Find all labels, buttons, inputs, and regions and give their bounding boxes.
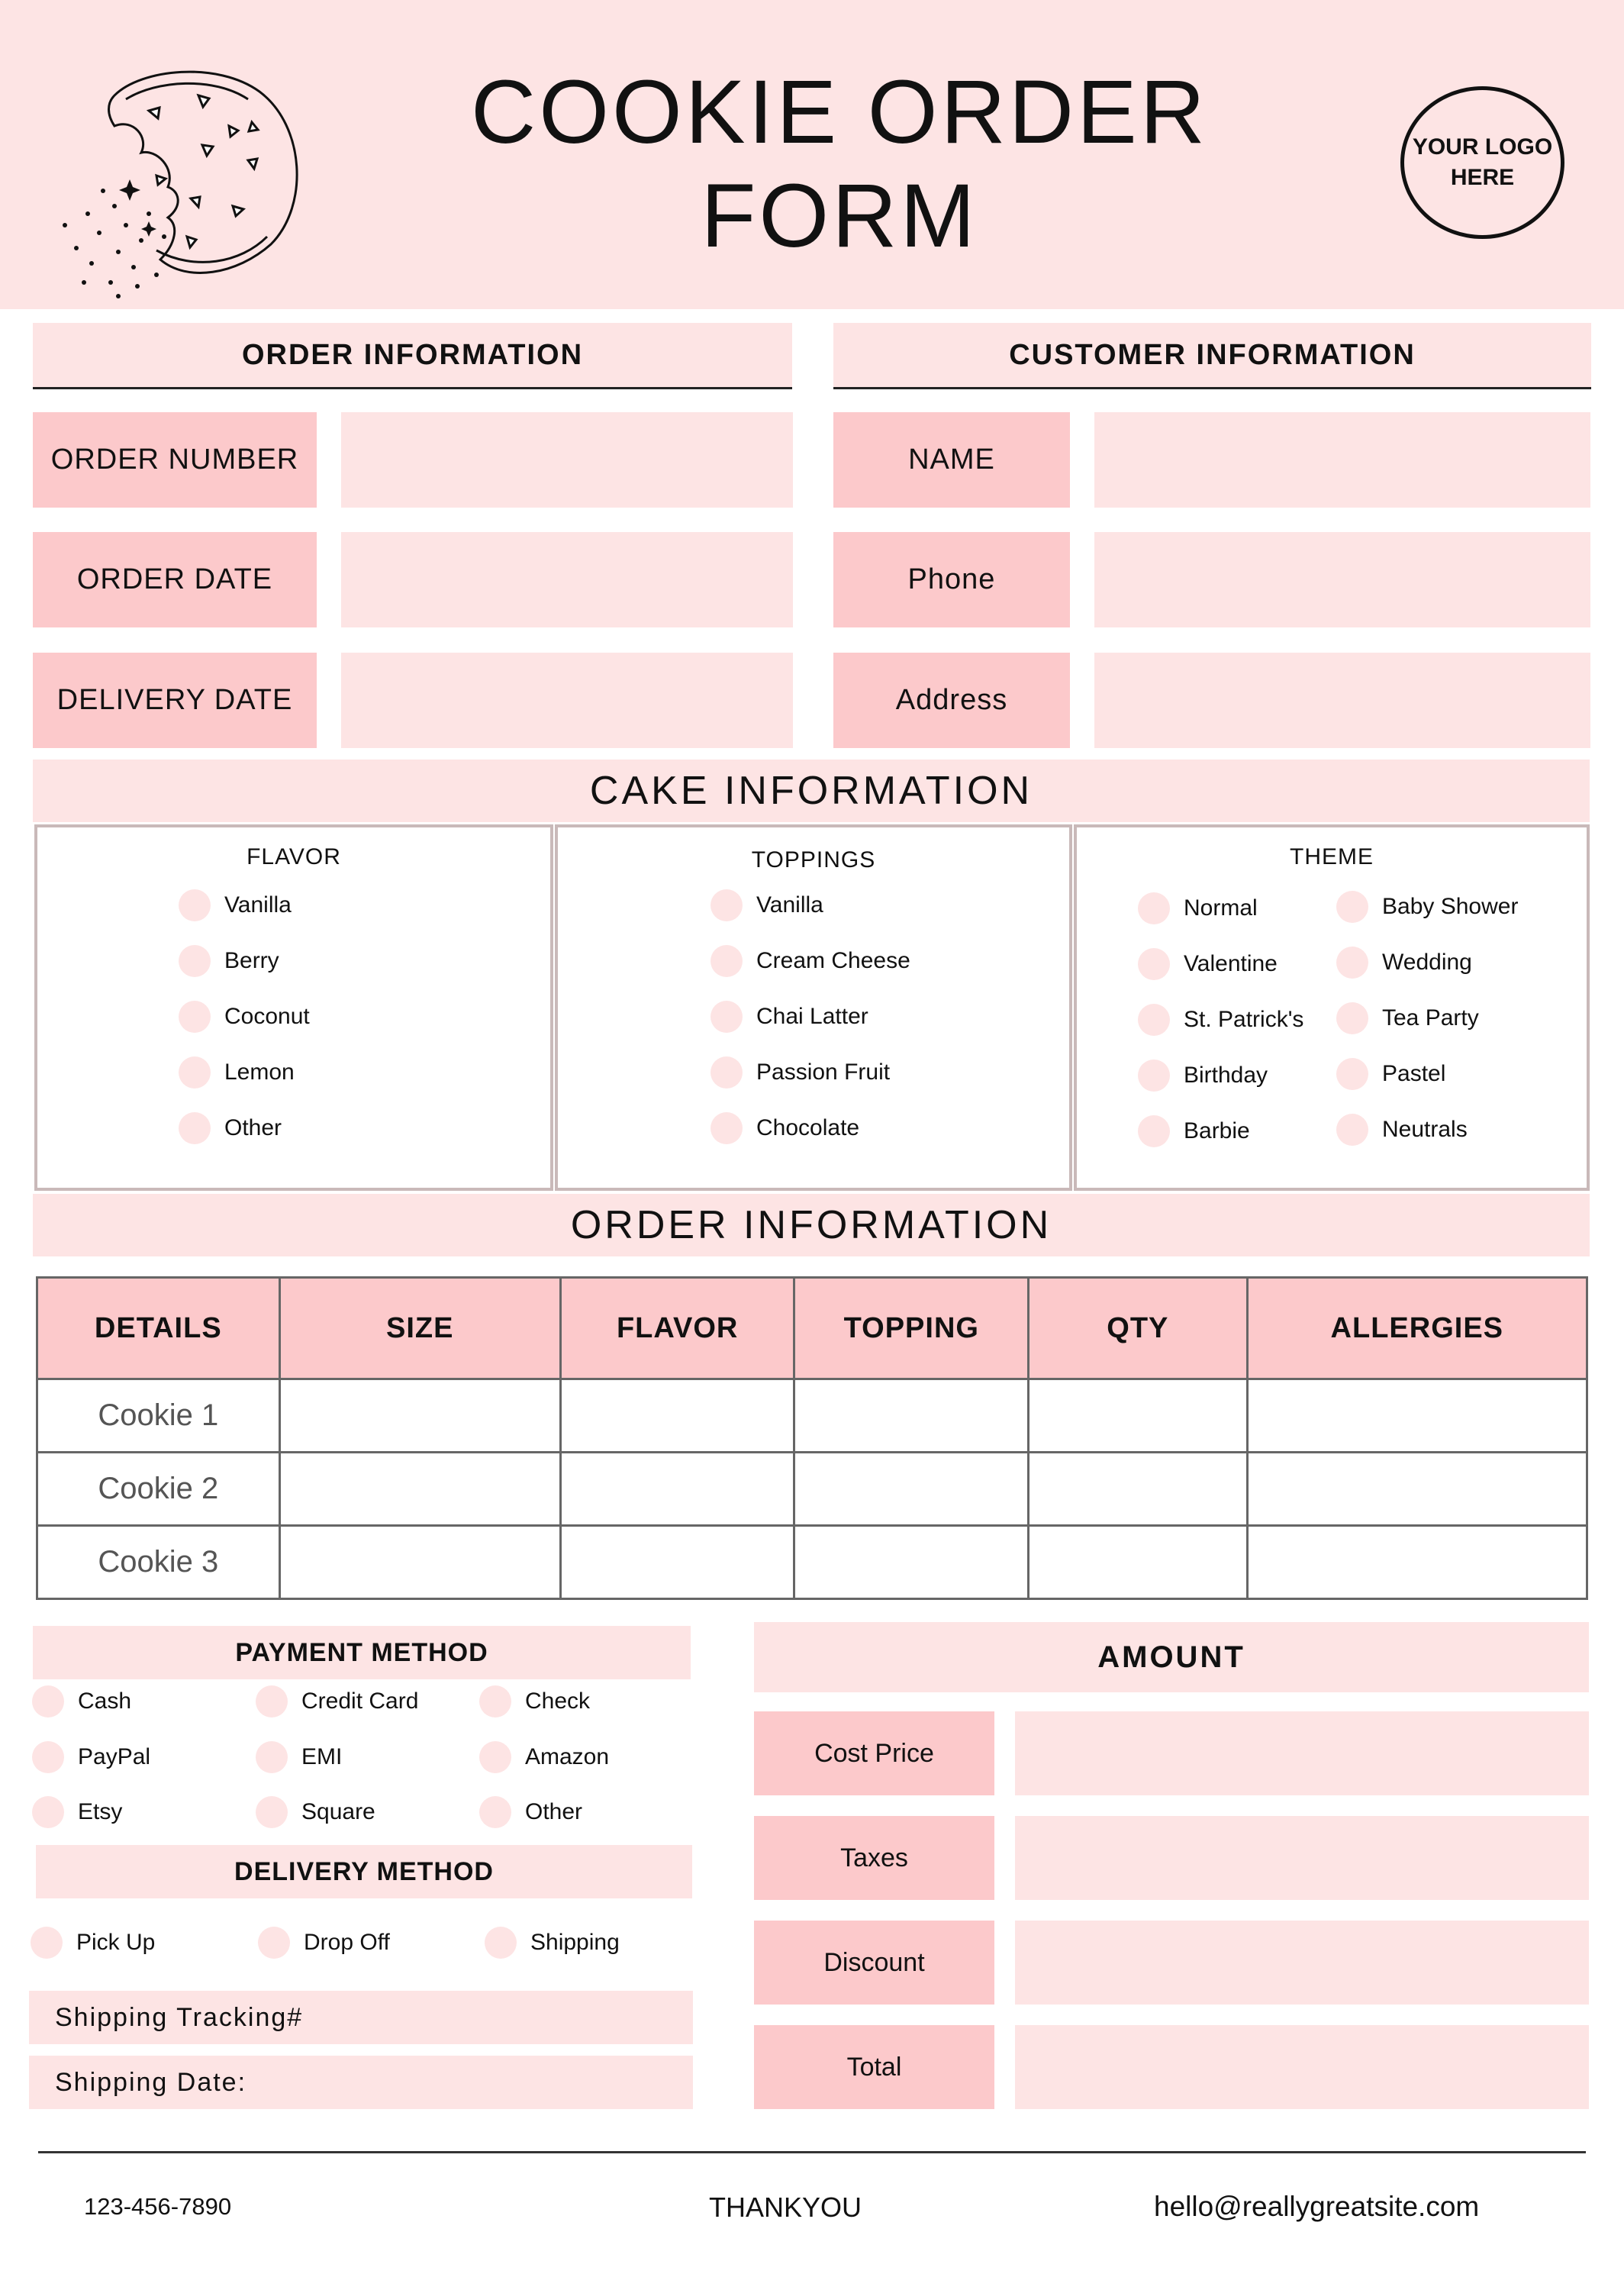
payment-option[interactable]: Other	[479, 1796, 582, 1828]
radio-circle-icon	[179, 889, 211, 921]
delivery-method-heading: DELIVERY METHOD	[36, 1845, 692, 1898]
shipping-tracking-field[interactable]: Shipping Tracking#	[29, 1991, 693, 2044]
radio-circle-icon	[1336, 1114, 1368, 1146]
phone-field[interactable]	[1094, 532, 1590, 627]
theme-option[interactable]: Pastel	[1336, 1058, 1445, 1090]
table-cell[interactable]	[560, 1526, 794, 1599]
theme-option[interactable]: Neutrals	[1336, 1114, 1468, 1146]
table-cell[interactable]	[560, 1453, 794, 1526]
table-cell[interactable]	[1247, 1453, 1587, 1526]
radio-circle-icon	[31, 1927, 63, 1959]
total-label: Total	[754, 2025, 994, 2109]
radio-circle-icon	[179, 1001, 211, 1033]
row-label-cell: Cookie 1	[37, 1379, 280, 1453]
radio-circle-icon	[179, 1056, 211, 1089]
table-cell[interactable]	[794, 1453, 1029, 1526]
flavor-option[interactable]: Coconut	[179, 1001, 310, 1033]
table-cell[interactable]	[279, 1526, 560, 1599]
address-label: Address	[833, 653, 1070, 748]
payment-option[interactable]: Square	[256, 1796, 375, 1828]
radio-circle-icon	[256, 1685, 288, 1718]
payment-option[interactable]: Check	[479, 1685, 590, 1718]
flavor-panel	[34, 824, 553, 1191]
taxes-label: Taxes	[754, 1816, 994, 1900]
order-number-label: ORDER NUMBER	[33, 412, 317, 508]
radio-circle-icon	[479, 1741, 511, 1773]
page-title: COOKIE ORDER FORM	[471, 62, 1208, 266]
payment-option[interactable]: Credit Card	[256, 1685, 418, 1718]
customer-info-heading: CUSTOMER INFORMATION	[833, 323, 1591, 389]
radio-circle-icon	[479, 1796, 511, 1828]
address-field[interactable]	[1094, 653, 1590, 748]
delivery-option[interactable]: Pick Up	[31, 1927, 155, 1959]
table-row	[37, 1453, 1587, 1526]
theme-option[interactable]: Wedding	[1336, 947, 1472, 979]
name-field[interactable]	[1094, 412, 1590, 508]
table-cell[interactable]	[1029, 1453, 1247, 1526]
topping-option[interactable]: Chocolate	[710, 1112, 859, 1144]
table-row	[37, 1526, 1587, 1599]
theme-option[interactable]: Tea Party	[1336, 1002, 1479, 1034]
amount-heading: AMOUNT	[754, 1622, 1589, 1692]
order-number-field[interactable]	[341, 412, 793, 508]
column-header-topping: TOPPING	[794, 1278, 1029, 1379]
order-info-heading: ORDER INFORMATION	[33, 323, 792, 389]
payment-option[interactable]: Etsy	[32, 1796, 122, 1828]
delivery-date-field[interactable]	[341, 653, 793, 748]
column-header-details: DETAILS	[37, 1278, 280, 1379]
column-header-qty: QTY	[1029, 1278, 1247, 1379]
payment-option[interactable]: PayPal	[32, 1741, 150, 1773]
table-cell[interactable]	[279, 1453, 560, 1526]
cake-info-heading: CAKE INFORMATION	[33, 760, 1590, 822]
table-cell[interactable]	[1029, 1526, 1247, 1599]
shipping-date-field[interactable]: Shipping Date:	[29, 2056, 693, 2109]
table-cell[interactable]	[279, 1379, 560, 1453]
logo-placeholder: YOUR LOGO HERE	[1400, 86, 1564, 239]
payment-option[interactable]: Cash	[32, 1685, 131, 1718]
table-header-row	[37, 1278, 1587, 1379]
table-cell[interactable]	[794, 1379, 1029, 1453]
order-date-field[interactable]	[341, 532, 793, 627]
radio-circle-icon	[710, 1112, 743, 1144]
cost-price-label: Cost Price	[754, 1711, 994, 1795]
radio-circle-icon	[32, 1685, 64, 1718]
footer-email[interactable]: hello@reallygreatsite.com	[1154, 2191, 1480, 2222]
radio-circle-icon	[1138, 948, 1170, 980]
radio-circle-icon	[179, 945, 211, 977]
toppings-title: TOPPINGS	[751, 847, 876, 872]
flavor-option[interactable]: Berry	[179, 945, 279, 977]
topping-option[interactable]: Passion Fruit	[710, 1056, 890, 1089]
radio-circle-icon	[1138, 892, 1170, 924]
radio-circle-icon	[710, 1001, 743, 1033]
theme-option[interactable]: Baby Shower	[1336, 891, 1518, 923]
footer-phone: 123-456-7890	[84, 2193, 232, 2220]
payment-option[interactable]: EMI	[256, 1741, 342, 1773]
flavor-option[interactable]: Lemon	[179, 1056, 295, 1089]
discount-field[interactable]	[1015, 1921, 1589, 2005]
table-cell[interactable]	[560, 1379, 794, 1453]
row-label-cell: Cookie 2	[37, 1453, 280, 1526]
topping-option[interactable]: Vanilla	[710, 889, 823, 921]
radio-circle-icon	[710, 889, 743, 921]
flavor-option[interactable]: Vanilla	[179, 889, 292, 921]
order-date-label: ORDER DATE	[33, 532, 317, 627]
toppings-panel	[555, 824, 1072, 1191]
table-cell[interactable]	[1247, 1526, 1587, 1599]
order-table-heading: ORDER INFORMATION	[33, 1194, 1590, 1256]
flavor-option[interactable]: Other	[179, 1112, 282, 1144]
radio-circle-icon	[485, 1927, 517, 1959]
theme-option[interactable]: Normal	[1138, 892, 1258, 924]
radio-circle-icon	[1138, 1004, 1170, 1036]
radio-circle-icon	[256, 1796, 288, 1828]
column-header-allergies: ALLERGIES	[1247, 1278, 1587, 1379]
payment-option[interactable]: Amazon	[479, 1741, 609, 1773]
column-header-size: SIZE	[279, 1278, 560, 1379]
radio-circle-icon	[479, 1685, 511, 1718]
flavor-title: FLAVOR	[246, 844, 341, 869]
name-label: NAME	[833, 412, 1070, 508]
theme-option[interactable]: Valentine	[1138, 948, 1278, 980]
theme-option[interactable]: St. Patrick's	[1138, 1004, 1303, 1036]
topping-option[interactable]: Cream Cheese	[710, 945, 910, 977]
radio-circle-icon	[1336, 1058, 1368, 1090]
radio-circle-icon	[710, 945, 743, 977]
theme-panel	[1074, 824, 1590, 1191]
cookie-illustration-icon	[42, 53, 317, 305]
payment-method-heading: PAYMENT METHOD	[33, 1626, 691, 1679]
footer-thanks: THANKYOU	[708, 2192, 862, 2223]
radio-circle-icon	[1336, 947, 1368, 979]
radio-circle-icon	[32, 1741, 64, 1773]
table-cell[interactable]	[794, 1526, 1029, 1599]
taxes-field[interactable]	[1015, 1816, 1589, 1900]
radio-circle-icon	[32, 1796, 64, 1828]
row-label-cell: Cookie 3	[37, 1526, 280, 1599]
radio-circle-icon	[256, 1741, 288, 1773]
table-cell[interactable]	[1247, 1379, 1587, 1453]
table-row	[37, 1379, 1587, 1453]
column-header-flavor: FLAVOR	[560, 1278, 794, 1379]
radio-circle-icon	[1336, 1002, 1368, 1034]
radio-circle-icon	[710, 1056, 743, 1089]
total-field[interactable]	[1015, 2025, 1589, 2109]
radio-circle-icon	[1336, 891, 1368, 923]
delivery-date-label: DELIVERY DATE	[33, 653, 317, 748]
radio-circle-icon	[1138, 1115, 1170, 1147]
phone-label: Phone	[833, 532, 1070, 627]
theme-title: THEME	[1290, 844, 1374, 869]
theme-option[interactable]: Barbie	[1138, 1115, 1250, 1147]
radio-circle-icon	[258, 1927, 290, 1959]
footer-divider	[38, 2151, 1586, 2153]
topping-option[interactable]: Chai Latter	[710, 1001, 868, 1033]
order-table	[36, 1276, 1588, 1600]
cost-price-field[interactable]	[1015, 1711, 1589, 1795]
discount-label: Discount	[754, 1921, 994, 2005]
radio-circle-icon	[179, 1112, 211, 1144]
radio-circle-icon	[1138, 1060, 1170, 1092]
delivery-option[interactable]: Drop Off	[258, 1927, 390, 1959]
delivery-option[interactable]: Shipping	[485, 1927, 620, 1959]
theme-option[interactable]: Birthday	[1138, 1060, 1268, 1092]
table-cell[interactable]	[1029, 1379, 1247, 1453]
